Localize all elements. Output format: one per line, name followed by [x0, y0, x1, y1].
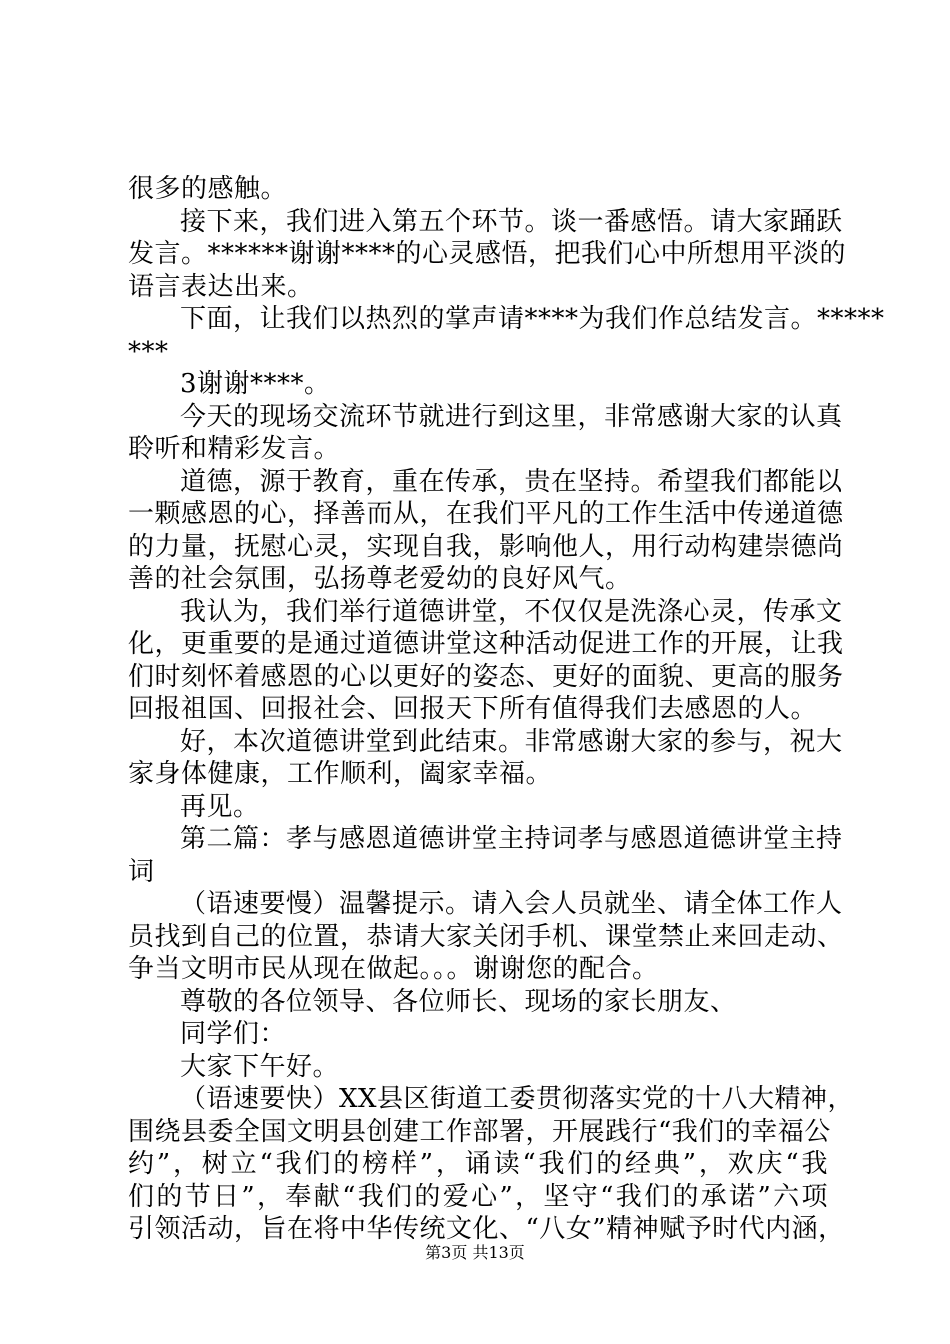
text-line: 的力量，抚慰心灵，实现自我，影响他人，用行动构建崇德尚: [128, 531, 844, 562]
text-line: 约”，树立“我们的榜样”，诵读“我们的经典”，欢庆“我: [128, 1149, 828, 1179]
text-line: 词: [128, 856, 155, 887]
text-line: （语速要慢）温馨提示。请入会人员就坐、请全体工作人: [180, 889, 843, 919]
text-line: 我认为，我们举行道德讲堂，不仅仅是洗涤心灵，传承文: [180, 596, 843, 627]
text-line: 回报祖国、回报社会、回报天下所有值得我们去感恩的人。: [128, 694, 818, 724]
text-line: ***: [128, 336, 169, 367]
text-line: 再见。: [180, 791, 260, 822]
text-line: 下面，让我们以热烈的掌声请****为我们作总结发言。*****: [180, 304, 885, 334]
text-line: 一颗感恩的心，择善而从，在我们平凡的工作生活中传递道德: [128, 499, 844, 529]
text-line: 们的节日”，奉献“我们的爱心”，坚守“我们的承诺”六项: [128, 1181, 828, 1212]
body-text: [128, 173, 885, 1246]
text-line: 今天的现场交流环节就进行到这里，非常感谢大家的认真: [180, 401, 843, 432]
text-line: 善的社会氛围，弘扬尊老爱幼的良好风气。: [128, 564, 632, 594]
text-line: 语言表达出来。: [128, 271, 314, 302]
text-line: 道德，源于教育，重在传承，贵在坚持。希望我们都能以: [180, 466, 843, 497]
text-line: 化，更重要的是通过道德讲堂这种活动促进工作的开展，让我: [128, 629, 844, 659]
page-number-footer: 第3页 共13页: [425, 1243, 525, 1262]
text-line: 好，本次道德讲堂到此结束。非常感谢大家的参与，祝大: [180, 726, 843, 757]
text-line: （语速要快）XX县区街道工委贯彻落实党的十八大精神，: [180, 1084, 855, 1114]
text-line: 聆听和精彩发言。: [128, 434, 341, 464]
text-line: 接下来，我们进入第五个环节。谈一番感悟。请大家踊跃: [180, 206, 843, 237]
text-line: 大家下午好。: [180, 1051, 340, 1082]
text-line: 员找到自己的位置，恭请大家关闭手机、课堂禁止来回走动、: [128, 921, 844, 952]
text-line: 们时刻怀着感恩的心以更好的姿态、更好的面貌、更高的服务: [128, 661, 844, 692]
text-line: 3谢谢****。: [180, 369, 331, 399]
text-line: 同学们：: [180, 1019, 287, 1049]
text-line: 引领活动，旨在将中华传统文化、“八女”精神赋予时代内涵，: [128, 1214, 845, 1244]
text-line: 很多的感触。: [128, 174, 288, 204]
text-line: 发言。******谢谢****的心灵感悟，把我们心中所想用平淡的: [128, 239, 847, 269]
text-line: 第二篇：孝与感恩道德讲堂主持词孝与感恩道德讲堂主持: [180, 824, 843, 854]
text-line: 争当文明市民从现在做起。。。谢谢您的配合。: [128, 954, 659, 984]
text-line: 围绕县委全国文明县创建工作部署，开展践行“我们的幸福公: [128, 1116, 831, 1147]
text-line: 家身体健康，工作顺利，阖家幸福。: [128, 759, 553, 789]
text-line: 尊敬的各位领导、各位师长、现场的家长朋友、: [180, 986, 737, 1017]
